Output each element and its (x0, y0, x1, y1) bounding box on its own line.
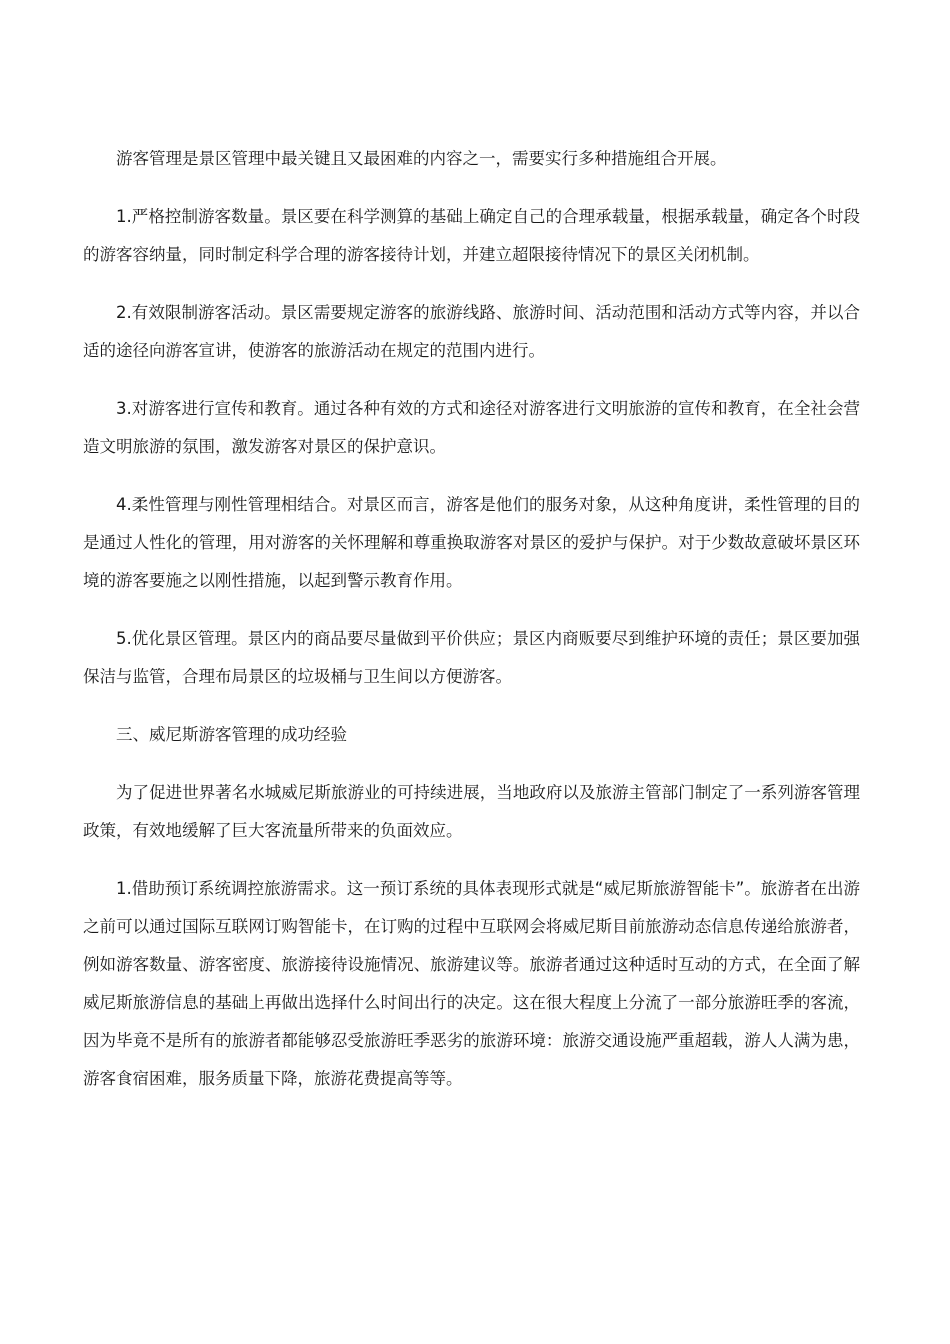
measure-1-paragraph: 1.严格控制游客数量。景区要在科学测算的基础上确定自己的合理承载量，根据承载量，确定各个时段的游客容纳量，同时制定科学合理的游客接待计划，并建立超限接待情况下的景区关闭机制。 (83, 207, 860, 264)
measure-4-paragraph: 4.柔性管理与刚性管理相结合。对景区而言，游客是他们的服务对象，从这种角度讲，柔性管理的目的是通过人性化的管理，用对游客的关怀理解和尊重换取游客对景区的爱护与保护。对于少数故意破坏景区环境的游客要施之以刚性措施，以起到警示教育作用。 (83, 495, 860, 590)
venice-measure-1-paragraph: 1.借助预订系统调控旅游需求。这一预订系统的具体表现形式就是“威尼斯旅游智能卡”。旅游者在出游之前可以通过国际互联网订购智能卡，在订购的过程中互联网会将威尼斯目前旅游动态信息传递给旅游者，例如游客数量、游客密度、旅游接待设施情况、旅游建议等。旅游者通过这种适时互动的方式，在全面了解威尼斯旅游信息的基础上再做出选择什么时间出行的决定。这在很大程度上分流了一部分旅游旺季的客流，因为毕竟不是所有的旅游者都能够忍受旅游旺季恶劣的旅游环境：旅游交通设施严重超载，游人人满为患，游客食宿困难，服务质量下降，旅游花费提高等等。 (83, 879, 860, 1088)
venice-intro-paragraph: 为了促进世界著名水城威尼斯旅游业的可持续进展，当地政府以及旅游主管部门制定了一系列游客管理政策，有效地缓解了巨大客流量所带来的负面效应。 (83, 783, 860, 840)
document-body (83, 140, 860, 1118)
measure-2-paragraph: 2.有效限制游客活动。景区需要规定游客的旅游线路、旅游时间、活动范围和活动方式等内容，并以合适的途径向游客宣讲，使游客的旅游活动在规定的范围内进行。 (83, 303, 860, 360)
measure-5-paragraph: 5.优化景区管理。景区内的商品要尽量做到平价供应；景区内商贩要尽到维护环境的责任；景区要加强保洁与监管，合理布局景区的垃圾桶与卫生间以方便游客。 (83, 629, 860, 686)
section-heading: 三、威尼斯游客管理的成功经验 (116, 725, 347, 744)
intro-paragraph: 游客管理是景区管理中最关键且又最困难的内容之一，需要实行多种措施组合开展。 (116, 149, 727, 168)
measure-3-paragraph: 3.对游客进行宣传和教育。通过各种有效的方式和途径对游客进行文明旅游的宣传和教育，在全社会营造文明旅游的氛围，激发游客对景区的保护意识。 (83, 399, 860, 456)
